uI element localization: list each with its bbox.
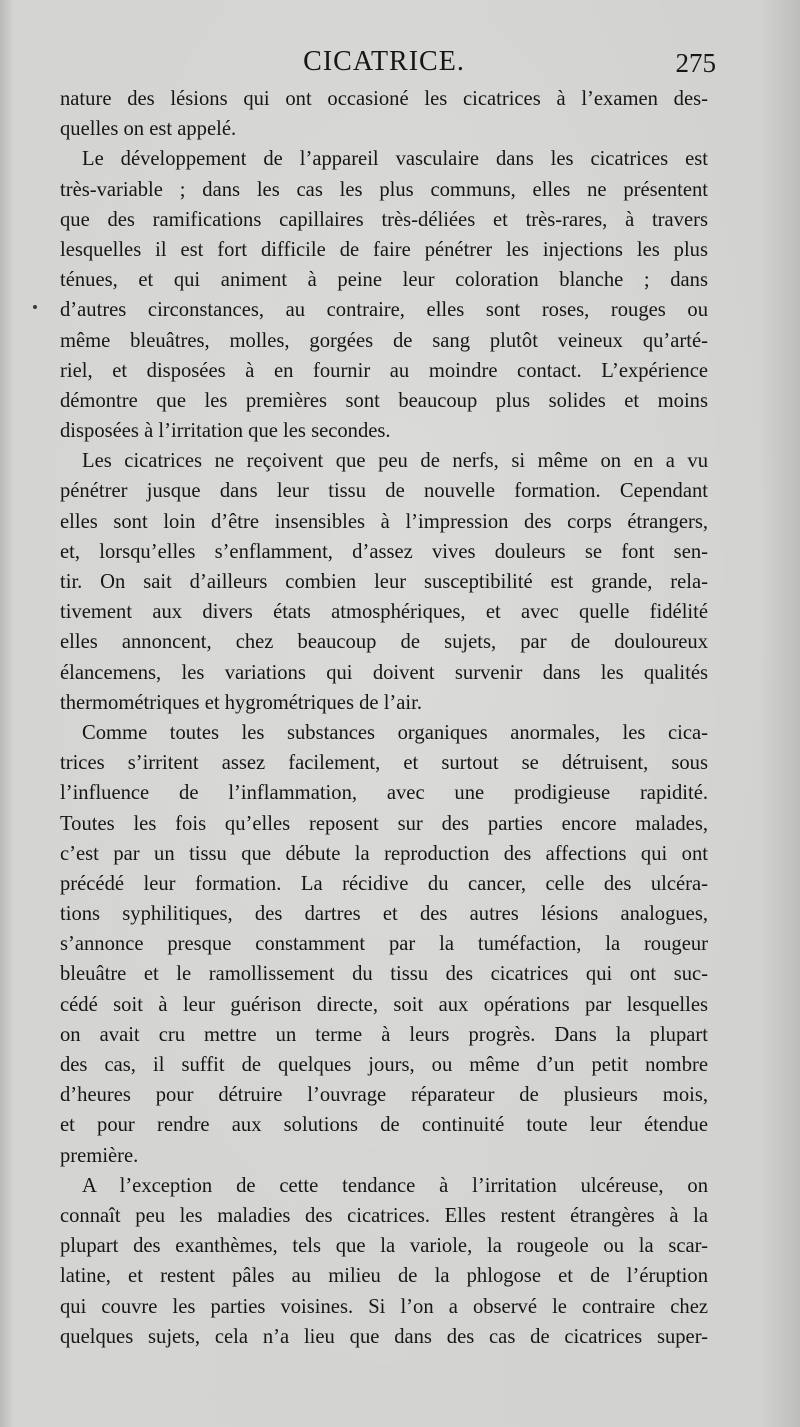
text-line: A l’exception de cette tendance à l’irritation ulcéreuse, on xyxy=(82,1174,708,1197)
text-line: elles sont loin d’être insensibles à l’impression des corps étrangers, xyxy=(60,510,708,533)
text-line: bleuâtre et le ramollissement du tissu des cicatrices qui ont suc- xyxy=(60,963,708,986)
body-text xyxy=(60,84,708,1352)
text-line: très-variable ; dans les cas les plus communs, elles ne présentent xyxy=(60,178,708,201)
text-line: trices s’irritent assez facilement, et surtout se détruisent, sous xyxy=(60,752,708,775)
text-line: connaît peu les maladies des cicatrices. Elles restent étrangères à la xyxy=(60,1204,708,1227)
text-line: que des ramifications capillaires très-déliées et très-rares, à travers xyxy=(60,208,708,231)
text-line: des cas, il suffit de quelques jours, ou même d’un petit nombre xyxy=(60,1054,708,1076)
text-line: même bleuâtres, molles, gorgées de sang plutôt veineux qu’arté- xyxy=(60,329,708,352)
text-line: d’autres circonstances, au contraire, elles sont roses, rouges ou xyxy=(60,299,708,322)
text-line: Les cicatrices ne reçoivent que peu de nerfs, si même on en a vu xyxy=(82,450,708,473)
text-line: disposées à l’irritation que les secondes. xyxy=(60,420,391,443)
text-line: et, lorsqu’elles s’enflamment, d’assez vives douleurs se font sen- xyxy=(60,540,708,563)
text-line: qui couvre les parties voisines. Si l’on a observé le contraire chez xyxy=(60,1295,708,1318)
text-line: c’est par un tissu que débute la reproduction des affections qui ont xyxy=(60,842,708,865)
text-line: thermométriques et hygrométriques de l’air. xyxy=(60,691,422,714)
text-line: Toutes les fois qu’elles reposent sur des parties encore malades, xyxy=(60,812,708,835)
page-number: 275 xyxy=(675,48,716,78)
text-line: quelles on est appelé. xyxy=(60,118,237,141)
text-line: précédé leur formation. La récidive du cancer, celle des ulcéra- xyxy=(60,872,708,895)
text-line: élancemens, les variations qui doivent survenir dans les qualités xyxy=(60,661,708,684)
text-line: d’heures pour détruire l’ouvrage réparateur de plusieurs mois, xyxy=(60,1084,708,1107)
text-line: cédé soit à leur guérison directe, soit aux opérations par lesquelles xyxy=(60,993,708,1016)
text-line: démontre que les premières sont beaucoup plus solides et moins xyxy=(60,389,708,412)
text-line: Le développement de l’appareil vasculaire dans les cicatrices est xyxy=(82,148,708,171)
text-line: plupart des exanthèmes, tels que la variole, la rougeole ou la scar- xyxy=(60,1235,708,1258)
text-line: ténues, et qui animent à peine leur coloration blanche ; dans xyxy=(60,269,708,292)
text-line: on avait cru mettre un terme à leurs progrès. Dans la plupart xyxy=(60,1023,708,1046)
running-title: CICATRICE. xyxy=(303,46,465,77)
text-line: s’annonce presque constamment par la tuméfaction, la rougeur xyxy=(60,933,708,956)
text-line: quelques sujets, cela n’a lieu que dans des cas de cicatrices super- xyxy=(60,1325,708,1348)
text-line: Comme toutes les substances organiques anormales, les cica- xyxy=(82,721,708,744)
text-line: tions syphilitiques, des dartres et des autres lésions analogues, xyxy=(60,903,708,926)
text-line: elles annoncent, chez beaucoup de sujets, par de douloureux xyxy=(60,631,708,654)
text-line: latine, et restent pâles au milieu de la phlogose et de l’éruption xyxy=(60,1265,708,1288)
text-line: et pour rendre aux solutions de continuité toute leur étendue xyxy=(60,1114,708,1137)
text-line: première. xyxy=(60,1144,139,1167)
text-line: pénétrer jusque dans leur tissu de nouvelle formation. Cependant xyxy=(60,480,708,503)
text-line: tir. On sait d’ailleurs combien leur susceptibilité est grande, rela- xyxy=(60,571,708,593)
text-line: riel, et disposées à en fournir au moindre contact. L’expérience xyxy=(60,359,708,382)
text-line: tivement aux divers états atmosphériques, et avec quelle fidélité xyxy=(60,601,708,624)
text-line: l’influence de l’inflammation, avec une prodigieuse rapidité. xyxy=(60,782,708,805)
text-line: nature des lésions qui ont occasioné les cicatrices à l’examen des- xyxy=(60,88,708,110)
text-line: lesquelles il est fort difficile de faire pénétrer les injections les plus xyxy=(60,238,708,261)
margin-dot-mark xyxy=(33,305,37,309)
running-head xyxy=(60,46,716,86)
